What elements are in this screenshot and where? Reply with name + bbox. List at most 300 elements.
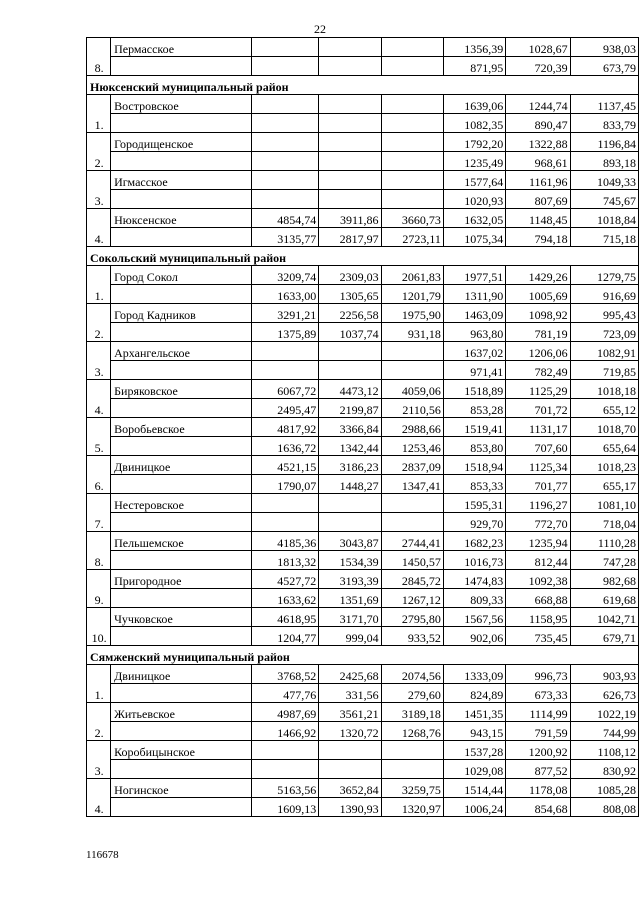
value-cell: 4473,12 bbox=[319, 380, 381, 399]
value-cell: 701,72 bbox=[506, 399, 570, 418]
value-cell: 772,70 bbox=[506, 513, 570, 532]
value-cell: 3186,23 bbox=[319, 456, 381, 475]
settlement-name: Пельшемское bbox=[111, 532, 252, 551]
value-cell: 2837,09 bbox=[381, 456, 443, 475]
section-row bbox=[87, 76, 639, 95]
value-cell bbox=[381, 190, 443, 209]
table-row bbox=[87, 95, 639, 114]
value-cell: 2256,58 bbox=[319, 304, 381, 323]
table-row bbox=[87, 570, 639, 589]
value-cell: 1333,09 bbox=[443, 665, 505, 684]
name-cell-empty bbox=[111, 722, 252, 741]
value-cell: 1206,06 bbox=[506, 342, 570, 361]
name-cell-empty bbox=[111, 228, 252, 247]
value-cell: 720,39 bbox=[506, 57, 570, 76]
value-cell: 1375,89 bbox=[251, 323, 318, 342]
value-cell: 4987,69 bbox=[251, 703, 318, 722]
value-cell: 1305,65 bbox=[319, 285, 381, 304]
value-cell: 1125,34 bbox=[506, 456, 570, 475]
value-cell: 668,88 bbox=[506, 589, 570, 608]
value-cell: 890,47 bbox=[506, 114, 570, 133]
value-cell: 2199,87 bbox=[319, 399, 381, 418]
table-row bbox=[87, 627, 639, 646]
settlement-name: Архангельское bbox=[111, 342, 252, 361]
value-cell: 1519,41 bbox=[443, 418, 505, 437]
value-cell: 1244,74 bbox=[506, 95, 570, 114]
settlement-name: Пермасское bbox=[111, 38, 252, 57]
value-cell: 3043,87 bbox=[319, 532, 381, 551]
value-cell: 871,95 bbox=[443, 57, 505, 76]
value-cell: 626,73 bbox=[570, 684, 638, 703]
value-cell bbox=[381, 171, 443, 190]
value-cell: 1253,46 bbox=[381, 437, 443, 456]
value-cell: 3189,18 bbox=[381, 703, 443, 722]
value-cell: 1975,90 bbox=[381, 304, 443, 323]
value-cell: 929,70 bbox=[443, 513, 505, 532]
value-cell: 1235,94 bbox=[506, 532, 570, 551]
settlement-name: Житьевское bbox=[111, 703, 252, 722]
value-cell: 1633,62 bbox=[251, 589, 318, 608]
name-cell-empty bbox=[111, 114, 252, 133]
row-number: 10. bbox=[87, 608, 111, 646]
value-cell: 1085,28 bbox=[570, 779, 638, 798]
value-cell bbox=[319, 361, 381, 380]
value-cell bbox=[381, 494, 443, 513]
row-number: 1. bbox=[87, 95, 111, 133]
table-row bbox=[87, 608, 639, 627]
value-cell: 723,09 bbox=[570, 323, 638, 342]
value-cell: 3135,77 bbox=[251, 228, 318, 247]
value-cell: 982,68 bbox=[570, 570, 638, 589]
value-cell: 971,41 bbox=[443, 361, 505, 380]
value-cell: 1201,79 bbox=[381, 285, 443, 304]
row-number: 3. bbox=[87, 741, 111, 779]
value-cell: 1792,20 bbox=[443, 133, 505, 152]
value-cell bbox=[319, 741, 381, 760]
settlement-name: Город Кадников bbox=[111, 304, 252, 323]
name-cell-empty bbox=[111, 627, 252, 646]
table-row bbox=[87, 171, 639, 190]
row-number: 8. bbox=[87, 532, 111, 570]
table-row bbox=[87, 323, 639, 342]
value-cell: 1006,24 bbox=[443, 798, 505, 817]
value-cell bbox=[251, 361, 318, 380]
value-cell bbox=[251, 38, 318, 57]
name-cell-empty bbox=[111, 57, 252, 76]
row-number: 6. bbox=[87, 456, 111, 494]
value-cell: 1448,27 bbox=[319, 475, 381, 494]
name-cell-empty bbox=[111, 551, 252, 570]
table-row bbox=[87, 722, 639, 741]
table-row bbox=[87, 684, 639, 703]
value-cell: 1514,44 bbox=[443, 779, 505, 798]
value-cell bbox=[319, 513, 381, 532]
value-cell bbox=[319, 152, 381, 171]
table-row bbox=[87, 456, 639, 475]
value-cell: 1320,72 bbox=[319, 722, 381, 741]
name-cell-empty bbox=[111, 323, 252, 342]
value-cell: 903,93 bbox=[570, 665, 638, 684]
value-cell: 938,03 bbox=[570, 38, 638, 57]
table-row bbox=[87, 779, 639, 798]
value-cell bbox=[251, 57, 318, 76]
section-title: Сокольский муниципальный район bbox=[87, 247, 639, 266]
value-cell: 1028,67 bbox=[506, 38, 570, 57]
value-cell: 1196,27 bbox=[506, 494, 570, 513]
table-row bbox=[87, 703, 639, 722]
value-cell: 877,52 bbox=[506, 760, 570, 779]
value-cell: 3768,52 bbox=[251, 665, 318, 684]
value-cell: 1451,35 bbox=[443, 703, 505, 722]
value-cell: 1178,08 bbox=[506, 779, 570, 798]
name-cell-empty bbox=[111, 589, 252, 608]
value-cell bbox=[251, 95, 318, 114]
table-row bbox=[87, 589, 639, 608]
table-row bbox=[87, 532, 639, 551]
value-cell: 833,79 bbox=[570, 114, 638, 133]
row-number: 4. bbox=[87, 209, 111, 247]
row-number: 4. bbox=[87, 779, 111, 817]
value-cell: 1200,92 bbox=[506, 741, 570, 760]
value-cell: 1518,94 bbox=[443, 456, 505, 475]
name-cell-empty bbox=[111, 475, 252, 494]
table-row bbox=[87, 190, 639, 209]
value-cell: 1082,91 bbox=[570, 342, 638, 361]
settlement-name: Город Сокол bbox=[111, 266, 252, 285]
value-cell: 1567,56 bbox=[443, 608, 505, 627]
value-cell: 673,79 bbox=[570, 57, 638, 76]
value-cell: 1320,97 bbox=[381, 798, 443, 817]
value-cell: 3660,73 bbox=[381, 209, 443, 228]
value-cell: 1466,92 bbox=[251, 722, 318, 741]
value-cell: 812,44 bbox=[506, 551, 570, 570]
row-number: 1. bbox=[87, 266, 111, 304]
value-cell: 1092,38 bbox=[506, 570, 570, 589]
value-cell: 1204,77 bbox=[251, 627, 318, 646]
value-cell: 1098,92 bbox=[506, 304, 570, 323]
section-title: Сямженский муниципальный район bbox=[87, 646, 639, 665]
value-cell: 794,18 bbox=[506, 228, 570, 247]
value-cell: 1110,28 bbox=[570, 532, 638, 551]
table-row bbox=[87, 304, 639, 323]
value-cell: 5163,56 bbox=[251, 779, 318, 798]
value-cell: 3291,21 bbox=[251, 304, 318, 323]
row-number: 3. bbox=[87, 171, 111, 209]
value-cell: 999,04 bbox=[319, 627, 381, 646]
value-cell: 808,08 bbox=[570, 798, 638, 817]
value-cell: 807,69 bbox=[506, 190, 570, 209]
value-cell: 1022,19 bbox=[570, 703, 638, 722]
value-cell: 853,28 bbox=[443, 399, 505, 418]
value-cell bbox=[251, 171, 318, 190]
value-cell bbox=[381, 760, 443, 779]
row-number: 2. bbox=[87, 304, 111, 342]
value-cell: 824,89 bbox=[443, 684, 505, 703]
table-row bbox=[87, 437, 639, 456]
value-cell: 1577,64 bbox=[443, 171, 505, 190]
value-cell: 745,67 bbox=[570, 190, 638, 209]
name-cell-empty bbox=[111, 399, 252, 418]
value-cell: 655,17 bbox=[570, 475, 638, 494]
value-cell: 782,49 bbox=[506, 361, 570, 380]
value-cell: 1977,51 bbox=[443, 266, 505, 285]
value-cell: 477,76 bbox=[251, 684, 318, 703]
value-cell: 701,77 bbox=[506, 475, 570, 494]
value-cell: 830,92 bbox=[570, 760, 638, 779]
value-cell: 1790,07 bbox=[251, 475, 318, 494]
value-cell: 4521,15 bbox=[251, 456, 318, 475]
value-cell: 719,85 bbox=[570, 361, 638, 380]
value-cell: 2988,66 bbox=[381, 418, 443, 437]
table-row bbox=[87, 418, 639, 437]
value-cell: 331,56 bbox=[319, 684, 381, 703]
settlement-name: Чучковское bbox=[111, 608, 252, 627]
settlement-name: Двиницкое bbox=[111, 456, 252, 475]
value-cell: 1267,12 bbox=[381, 589, 443, 608]
value-cell bbox=[381, 361, 443, 380]
value-cell: 1018,70 bbox=[570, 418, 638, 437]
value-cell: 933,52 bbox=[381, 627, 443, 646]
value-cell: 1235,49 bbox=[443, 152, 505, 171]
value-cell: 1020,93 bbox=[443, 190, 505, 209]
value-cell: 744,99 bbox=[570, 722, 638, 741]
value-cell: 943,15 bbox=[443, 722, 505, 741]
settlement-name: Игмасское bbox=[111, 171, 252, 190]
settlement-name: Пригородное bbox=[111, 570, 252, 589]
name-cell-empty bbox=[111, 285, 252, 304]
value-cell bbox=[251, 152, 318, 171]
value-cell bbox=[251, 133, 318, 152]
value-cell: 4527,72 bbox=[251, 570, 318, 589]
value-cell: 893,18 bbox=[570, 152, 638, 171]
value-cell: 1632,05 bbox=[443, 209, 505, 228]
row-number: 4. bbox=[87, 380, 111, 418]
value-cell: 2425,68 bbox=[319, 665, 381, 684]
value-cell: 1018,18 bbox=[570, 380, 638, 399]
value-cell: 747,28 bbox=[570, 551, 638, 570]
value-cell: 715,18 bbox=[570, 228, 638, 247]
row-number: 2. bbox=[87, 703, 111, 741]
table-row bbox=[87, 152, 639, 171]
settlement-name: Коробицынское bbox=[111, 741, 252, 760]
settlement-name: Биряковское bbox=[111, 380, 252, 399]
table-row bbox=[87, 494, 639, 513]
value-cell: 1158,95 bbox=[506, 608, 570, 627]
value-cell bbox=[381, 513, 443, 532]
value-cell: 1450,57 bbox=[381, 551, 443, 570]
value-cell: 1161,96 bbox=[506, 171, 570, 190]
row-number: 1. bbox=[87, 665, 111, 703]
table-row bbox=[87, 361, 639, 380]
value-cell bbox=[251, 114, 318, 133]
value-cell: 707,60 bbox=[506, 437, 570, 456]
table-row bbox=[87, 513, 639, 532]
table-row bbox=[87, 798, 639, 817]
table-row bbox=[87, 266, 639, 285]
section-title: Нюксенский муниципальный район bbox=[87, 76, 639, 95]
value-cell: 1125,29 bbox=[506, 380, 570, 399]
table-row bbox=[87, 285, 639, 304]
value-cell: 1534,39 bbox=[319, 551, 381, 570]
value-cell: 1639,06 bbox=[443, 95, 505, 114]
value-cell: 3171,70 bbox=[319, 608, 381, 627]
value-cell bbox=[381, 741, 443, 760]
value-cell: 2795,80 bbox=[381, 608, 443, 627]
value-cell bbox=[319, 760, 381, 779]
value-cell: 781,19 bbox=[506, 323, 570, 342]
value-cell bbox=[381, 133, 443, 152]
value-cell: 655,12 bbox=[570, 399, 638, 418]
table-row bbox=[87, 342, 639, 361]
value-cell: 2074,56 bbox=[381, 665, 443, 684]
value-cell bbox=[381, 38, 443, 57]
value-cell: 3652,84 bbox=[319, 779, 381, 798]
value-cell: 3259,75 bbox=[381, 779, 443, 798]
value-cell: 3193,39 bbox=[319, 570, 381, 589]
value-cell: 1633,00 bbox=[251, 285, 318, 304]
row-number: 5. bbox=[87, 418, 111, 456]
value-cell bbox=[319, 494, 381, 513]
table-row bbox=[87, 399, 639, 418]
value-cell: 1322,88 bbox=[506, 133, 570, 152]
value-cell: 968,61 bbox=[506, 152, 570, 171]
name-cell-empty bbox=[111, 190, 252, 209]
value-cell: 1342,44 bbox=[319, 437, 381, 456]
value-cell: 1279,75 bbox=[570, 266, 638, 285]
value-cell: 2845,72 bbox=[381, 570, 443, 589]
document-id: 116678 bbox=[86, 849, 119, 861]
value-cell: 1429,26 bbox=[506, 266, 570, 285]
value-cell: 1595,31 bbox=[443, 494, 505, 513]
value-cell: 1037,74 bbox=[319, 323, 381, 342]
table-row bbox=[87, 133, 639, 152]
table-row bbox=[87, 209, 639, 228]
value-cell: 1081,10 bbox=[570, 494, 638, 513]
value-cell: 735,45 bbox=[506, 627, 570, 646]
value-cell: 1537,28 bbox=[443, 741, 505, 760]
value-cell: 1474,83 bbox=[443, 570, 505, 589]
value-cell: 809,33 bbox=[443, 589, 505, 608]
value-cell: 1347,41 bbox=[381, 475, 443, 494]
value-cell bbox=[251, 190, 318, 209]
settlement-name: Нюксенское bbox=[111, 209, 252, 228]
value-cell: 1137,45 bbox=[570, 95, 638, 114]
value-cell bbox=[251, 760, 318, 779]
value-cell bbox=[251, 494, 318, 513]
table-row bbox=[87, 741, 639, 760]
value-cell: 3209,74 bbox=[251, 266, 318, 285]
value-cell: 718,04 bbox=[570, 513, 638, 532]
name-cell-empty bbox=[111, 513, 252, 532]
table-row bbox=[87, 38, 639, 57]
value-cell bbox=[319, 133, 381, 152]
value-cell bbox=[381, 114, 443, 133]
settlement-name: Городищенское bbox=[111, 133, 252, 152]
row-number: 3. bbox=[87, 342, 111, 380]
value-cell bbox=[381, 57, 443, 76]
value-cell: 4618,95 bbox=[251, 608, 318, 627]
settlement-name: Ногинское bbox=[111, 779, 252, 798]
value-cell: 3911,86 bbox=[319, 209, 381, 228]
value-cell bbox=[319, 190, 381, 209]
value-cell: 853,80 bbox=[443, 437, 505, 456]
section-row bbox=[87, 646, 639, 665]
value-cell: 1609,13 bbox=[251, 798, 318, 817]
value-cell: 963,80 bbox=[443, 323, 505, 342]
value-cell: 4059,06 bbox=[381, 380, 443, 399]
value-cell: 1351,69 bbox=[319, 589, 381, 608]
value-cell: 1114,99 bbox=[506, 703, 570, 722]
value-cell: 1108,12 bbox=[570, 741, 638, 760]
value-cell bbox=[251, 342, 318, 361]
value-cell: 1682,23 bbox=[443, 532, 505, 551]
name-cell-empty bbox=[111, 684, 252, 703]
value-cell: 2309,03 bbox=[319, 266, 381, 285]
value-cell: 1029,08 bbox=[443, 760, 505, 779]
table-row bbox=[87, 665, 639, 684]
value-cell: 4854,74 bbox=[251, 209, 318, 228]
table-row bbox=[87, 551, 639, 570]
table-row bbox=[87, 57, 639, 76]
value-cell: 2723,11 bbox=[381, 228, 443, 247]
value-cell: 1390,93 bbox=[319, 798, 381, 817]
name-cell-empty bbox=[111, 361, 252, 380]
table-row bbox=[87, 380, 639, 399]
section-row bbox=[87, 247, 639, 266]
value-cell: 853,33 bbox=[443, 475, 505, 494]
value-cell bbox=[319, 171, 381, 190]
value-cell bbox=[319, 342, 381, 361]
value-cell: 931,18 bbox=[381, 323, 443, 342]
row-number: 9. bbox=[87, 570, 111, 608]
value-cell: 2495,47 bbox=[251, 399, 318, 418]
value-cell: 619,68 bbox=[570, 589, 638, 608]
table-row bbox=[87, 760, 639, 779]
value-cell: 1018,84 bbox=[570, 209, 638, 228]
value-cell: 916,69 bbox=[570, 285, 638, 304]
value-cell bbox=[319, 38, 381, 57]
value-cell: 902,06 bbox=[443, 627, 505, 646]
name-cell-empty bbox=[111, 798, 252, 817]
value-cell: 1018,23 bbox=[570, 456, 638, 475]
settlement-name: Воробьевское bbox=[111, 418, 252, 437]
value-cell: 1636,72 bbox=[251, 437, 318, 456]
value-cell: 1637,02 bbox=[443, 342, 505, 361]
value-cell: 279,60 bbox=[381, 684, 443, 703]
value-cell bbox=[381, 342, 443, 361]
value-cell: 4817,92 bbox=[251, 418, 318, 437]
value-cell: 3366,84 bbox=[319, 418, 381, 437]
value-cell bbox=[381, 152, 443, 171]
value-cell: 2744,41 bbox=[381, 532, 443, 551]
table-row bbox=[87, 114, 639, 133]
value-cell bbox=[251, 741, 318, 760]
value-cell: 2061,83 bbox=[381, 266, 443, 285]
value-cell: 673,33 bbox=[506, 684, 570, 703]
value-cell: 655,64 bbox=[570, 437, 638, 456]
table-row bbox=[87, 228, 639, 247]
value-cell: 1518,89 bbox=[443, 380, 505, 399]
value-cell: 1016,73 bbox=[443, 551, 505, 570]
value-cell: 1148,45 bbox=[506, 209, 570, 228]
settlement-name: Нестеровское bbox=[111, 494, 252, 513]
value-cell: 3561,21 bbox=[319, 703, 381, 722]
value-cell: 1268,76 bbox=[381, 722, 443, 741]
table-body bbox=[87, 38, 639, 817]
tariff-table bbox=[86, 37, 639, 817]
name-cell-empty bbox=[111, 760, 252, 779]
value-cell: 1463,09 bbox=[443, 304, 505, 323]
